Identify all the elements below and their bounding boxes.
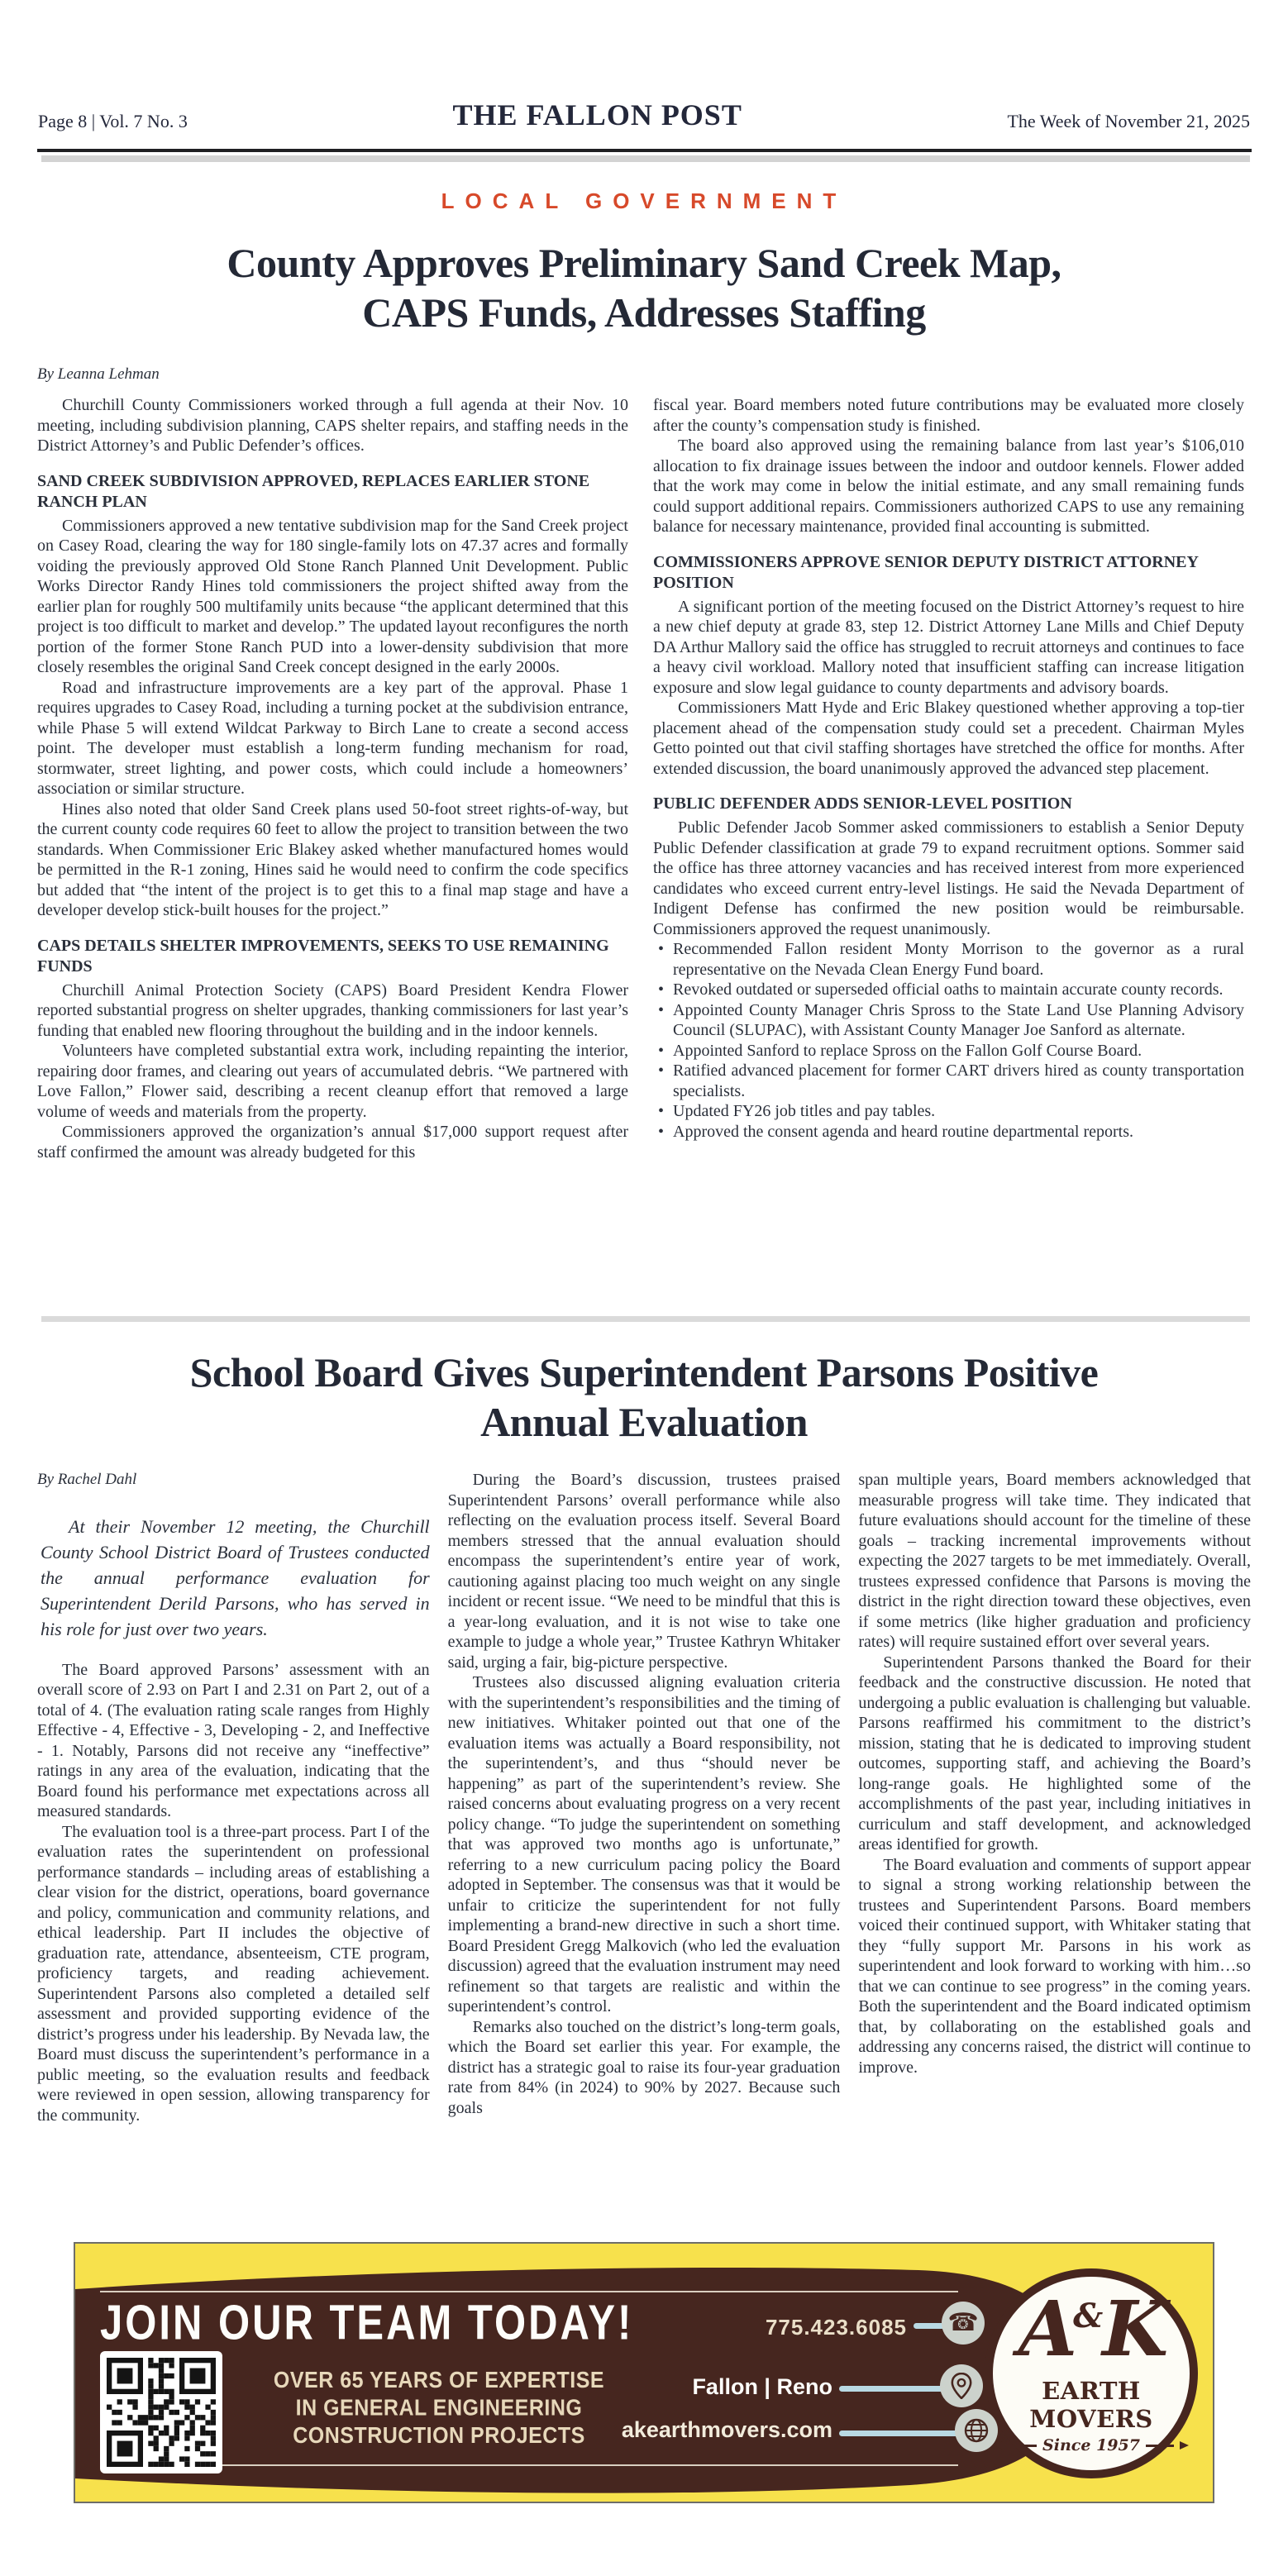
newspaper-title: THE FALLON POST [452, 98, 742, 131]
bullet-item: • Ratified advanced placement for former CART drivers hired as county transportation specialists. [653, 1061, 1244, 1101]
article2-column-2 [448, 1470, 841, 2214]
article1-column-left [37, 395, 628, 1305]
article1-byline: By Leanna Lehman [37, 365, 160, 383]
section-label: LOCAL GOVERNMENT [441, 188, 847, 213]
article-subhead: SAND CREEK SUBDIVISION APPROVED, REPLACES EARLIER STONE RANCH PLAN [37, 471, 590, 511]
bullet-item: • Appointed County Manager Chris Spross to the State Land Use Planning Advisory Council (SLUPAC), with Assistant County Manager Joe Sanford as alternate. [653, 1000, 1244, 1041]
article1-columns [37, 395, 1251, 1305]
ad-tagline-line1: OVER 65 YEARS OF EXPERTISE [273, 2367, 605, 2393]
bullet-item: • Updated FY26 job titles and pay tables. [653, 1101, 1244, 1122]
article-subhead: PUBLIC DEFENDER ADDS SENIOR-LEVEL POSITION [653, 794, 1072, 813]
ad-tagline [252, 2366, 626, 2450]
logo-arrow-right [1180, 2441, 1189, 2450]
article-county-commission [37, 238, 1251, 1305]
article-subhead: COMMISSIONERS APPROVE SENIOR DEPUTY DISTRICT ATTORNEY POSITION [653, 552, 1199, 592]
bullet-item: • Recommended Fallon resident Monty Morrison to the governor as a rural representative on the Nevada Clean Energy Fund board. [653, 939, 1244, 980]
phone-icon: ☎ [942, 2302, 985, 2345]
article-paragraph: Public Defender Jacob Sommer asked commissioners to establish a Senior Deputy Public Defender classification at grade 79 to expand recruitment options. Sommer said the office has three attorney vacancies and has received interest from more experienced candidates who exceed current entry-level listings. He said the Nevada Department of Indigent Defense has confirmed the new position would be reimbursable. Commissioners approved the request unanimously. [653, 818, 1244, 938]
article-paragraph: Commissioners Matt Hyde and Eric Blakey questioned whether approving a top-tier placement ahead of the compensation study could set a precedent. Chairman Myles Getto pointed out that civil staffing shortages have stretched the office for months. After extended discussion, the board unanimously approved the advanced step placement. [653, 699, 1244, 778]
article-school-board [37, 1348, 1251, 2214]
article-paragraph: A significant portion of the meeting focused on the District Attorney’s request to hire a new chief deputy at grade 83, step 12. District Attorney Lane Mills and Chief Deputy DA Arthur Mallory said the office has struggled to recruit attorneys and continues to face a heavy civil workload. Mallory noted that insufficient staffing can increase litigation exposure and slow legal guidance to county departments and advisory boards. [653, 597, 1244, 697]
article1-headline: County Approves Preliminary Sand Creek Map, CAPS Funds, Addresses Staffing [227, 240, 1061, 336]
bullet-item: • Revoked outdated or superseded official oaths to maintain accurate county records. [653, 980, 1244, 1000]
article-paragraph: Churchill County Commissioners worked through a full agenda at their Nov. 10 meeting, including subdivision planning, CAPS shelter repairs, and staffing needs in the District Attorney’s and Public Defender’s offices. [37, 396, 628, 455]
bullet-item: • Approved the consent agenda and heard routine departmental reports. [653, 1122, 1244, 1143]
ak-earth-movers-logo [985, 2268, 1198, 2478]
ad-website: akearthmovers.com [621, 2417, 832, 2442]
logo-arrow-left [994, 2441, 1003, 2450]
ad-phone-number: 775.423.6085 [765, 2315, 907, 2340]
bullet-item: • Appointed Sanford to replace Spross on the Fallon Golf Course Board. [653, 1041, 1244, 1061]
article-paragraph: Hines also noted that older Sand Creek plans used 50-foot street rights-of-way, but the current county code requires 60 feet to allow the project to transition between the two standards. When Commissioner Eric Blakey asked whether manufactured homes would be permitted in the R-1 zoning, Hines said he would need to confirm the code specifics but added that “the intent of the project is to get this to a final map stage and have a developer develop stick-built houses for the project.” [37, 799, 628, 919]
article-paragraph: The evaluation tool is a three-part process. Part I of the evaluation rates the superintendent on professional performance standards – including areas of establishing a clear vision for the district, operations, board governance and policy, communication and community relations, and ethical leadership. Part II includes the objective of graduation rate, attendance, absenteeism, CTE program, proficiency targets, and reading achievement. Superintendent Parsons also completed a detailed self assessment and provided supporting evidence of the district’s progress under his leadership. By Nevada law, the Board must discuss the superintendent’s performance in a public meeting, so the evaluation results and feedback were reviewed in open session, allowing transparency for the community. [37, 1822, 430, 2125]
logo-name: EARTH MOVERS [1029, 2377, 1153, 2433]
logo-since: Since 1957 [993, 2436, 1190, 2454]
advertisement-ak-earth-movers [74, 2242, 1214, 2503]
ad-headline: JOIN OUR TEAM TODAY! [100, 2296, 634, 2351]
article-divider-rule [41, 1316, 1250, 1322]
article-paragraph: Superintendent Parsons thanked the Board for their feedback and the constructive discussion. He noted that undergoing a public evaluation is challenging but valuable. Parsons reaffirmed his commitment to the district’s mission, stating that he is dedicated to improving student outcomes, supporting staff, and achieving the Board’s long-range goals. He highlighted some of the accomplishments of the past year, including initiatives in curriculum and staff development, and acknowledged areas identified for growth. [858, 1653, 1251, 1853]
ad-tagline-line2: IN GENERAL ENGINEERING [295, 2394, 583, 2421]
ad-locations: Fallon | Reno [692, 2374, 832, 2399]
article-paragraph: The board also approved using the remaining balance from last year’s $106,010 allocation to fix drainage issues between the indoor and outdoor kennels. Flower added that the work may come in below the initial estimate, and any small remaining funds could support additional repairs. Commissioners authorized CAPS to use any remaining balance for necessary maintenance, provided final accounting is submitted. [653, 436, 1244, 536]
article-paragraph: Commissioners approved a new tentative subdivision map for the Sand Creek project on Casey Road, clearing the way for 180 single-family lots on 47.37 acres and formally voiding the previously approved Old Stone Ranch Planned Unit Development. Public Works Director Randy Hines told commissioners the project shifted away from the earlier plan for roughly 500 multifamily units because “the applicant determined that this project is too difficult to market and develop.” The updated layout reconfigures the north portion of the former Stone Ranch PUD into a lower-density subdivision that more closely resembles the original Sand Creek concept designed in the early 2000s. [37, 516, 628, 676]
logo-ampersand: & [1073, 2297, 1103, 2335]
page-volume-info: Page 8 | Vol. 7 No. 3 [38, 111, 188, 131]
article2-columns [37, 1470, 1251, 2214]
article2-column-1 [37, 1470, 430, 2214]
issue-date: The Week of November 21, 2025 [1007, 111, 1250, 131]
masthead [38, 98, 1250, 132]
article-paragraph: span multiple years, Board members acknowledged that measurable progress will take time. They indicated that future evaluations should account for the timeline of these goals – tracking incremental improvements without expecting the 2027 targets to be met immediately. Overall, trustees expressed confidence that Parsons is moving the district in the right direction toward these objectives, even if some metrics (like higher graduation and proficiency rates) will require sustained effort over several years. [858, 1471, 1251, 1651]
ad-location-connector [839, 2386, 945, 2392]
article-lede: At their November 12 meeting, the Churchill County School District Board of Trustees conducted the annual performance evaluation for Superintendent Derild Parsons, who has served in his role for just over two years. [41, 1515, 430, 1639]
article-paragraph: fiscal year. Board members noted future contributions may be evaluated more closely after the county’s compensation study is finished. [653, 396, 1244, 435]
logo-brand: A&K [1018, 2284, 1165, 2373]
ad-tagline-line3: CONSTRUCTION PROJECTS [293, 2422, 585, 2449]
globe-icon [955, 2409, 998, 2452]
article1-column-right [653, 395, 1244, 1305]
article2-headline: School Board Gives Superintendent Parsons Positive Annual Evaluation [189, 1349, 1099, 1445]
article2-byline: By Rachel Dahl [37, 1471, 137, 1488]
article-paragraph: Volunteers have completed substantial extra work, including repainting the interior, repairing door frames, and clearing out years of accumulated debris. “We partnered with Love Fallon,” Flower said, describing a recent cleanup effort that removed a large volume of weeds and materials from the property. [37, 1042, 628, 1121]
masthead-rule-dark [37, 149, 1252, 152]
ad-website-connector [839, 2431, 960, 2436]
qr-code [100, 2351, 222, 2473]
masthead-rule-gray [41, 155, 1250, 162]
article2-column-1-text [37, 1514, 430, 2126]
article-subhead: CAPS DETAILS SHELTER IMPROVEMENTS, SEEKS TO USE REMAINING FUNDS [37, 936, 609, 976]
article-paragraph: The Board evaluation and comments of support appear to signal a strong working relationship between the trustees and Superintendent Parsons. Board members voiced their continued support, with Whitaker stating that they “fully support Mr. Parsons in his work as superintendent and look forward to working with him…so that we can continue to see progress” in the coming years. Both the superintendent and the Board indicated optimism that, by collaborating on the established goals and addressing any concerns raised, the district will continue to improve. [858, 1855, 1251, 2077]
article-paragraph: Road and infrastructure improvements are a key part of the approval. Phase 1 requires upgrades to Casey Road, including a turning pocket at the subdivision entrance, while Phase 5 will extend Wildcat Parkway to Birch Lane to create a second access point. The developer must establish a long-term funding mechanism for road, stormwater, street lighting, and power costs, which could include a homeowners’ association or similar structure. [37, 678, 628, 798]
location-pin-icon [940, 2364, 983, 2407]
article-paragraph: Trustees also discussed aligning evaluation criteria with the superintendent’s responsibilities and the timing of new initiatives. Whitaker pointed out that one of the evaluation items was actually a Board responsibility, not the superintendent’s, and thus “should never be happening” as part of the superintendent’s review. She raised concerns about evaluating progress on a very recent policy change. “To judge the superintendent on something that was approved two months ago is unfortunate,” referring to a new curriculum pacing policy the Board adopted in September. The consensus was that it would be unfair to criticize the superintendent for not fully implementing a brand-new directive in such a short time. Board President Gregg Malkovich (who led the evaluation discussion) agreed that the evaluation instrument may need refinement so that targets are realistic and within the superintendent’s control. [447, 1673, 841, 2015]
article-paragraph: The Board approved Parsons’ assessment with an overall score of 2.93 on Part I and 2.31 on Part 2, out of a total of 4. (The evaluation rating scale ranges from Highly Effective - 4, Effective - 3, Developing - 2, and Ineffective - 1. Notably, Parsons did not receive any “ineffective” ratings in any area of the evaluation, indicating that the Board found his performance met expectations across all measured standards. [37, 1660, 430, 1820]
article2-column-3 [858, 1470, 1251, 2214]
article-paragraph: Remarks also touched on the district’s long-term goals, which the Board set earlier this year. For example, the district has a strategic goal to raise its four-year graduation rate from 84% (in 2024) to 90% by 2027. Because such goals [447, 2017, 841, 2117]
article-paragraph: During the Board’s discussion, trustees praised Superintendent Parsons’ overall performance while also reflecting on the evaluation process itself. Several Board members stressed that the annual evaluation should encompass the superintendent’s entire year of work, cautioning against placing too much weight on any single incident or recent issue. “We need to be mindful that this is a year-long evaluation, and it is not wise to take one example to judge a whole year,” Trustee Kathryn Whitaker said, urging a fair, big-picture perspective. [447, 1471, 841, 1672]
article-paragraph: Commissioners approved the organization’s annual $17,000 support request after staff confirmed the amount was already budgeted for this [37, 1123, 628, 1162]
article-paragraph: Churchill Animal Protection Society (CAPS) Board President Kendra Flower reported substantial progress on shelter upgrades, thanking commissioners for last year’s funding that enabled new flooring throughout the building and in the indoor kennels. [37, 980, 628, 1040]
